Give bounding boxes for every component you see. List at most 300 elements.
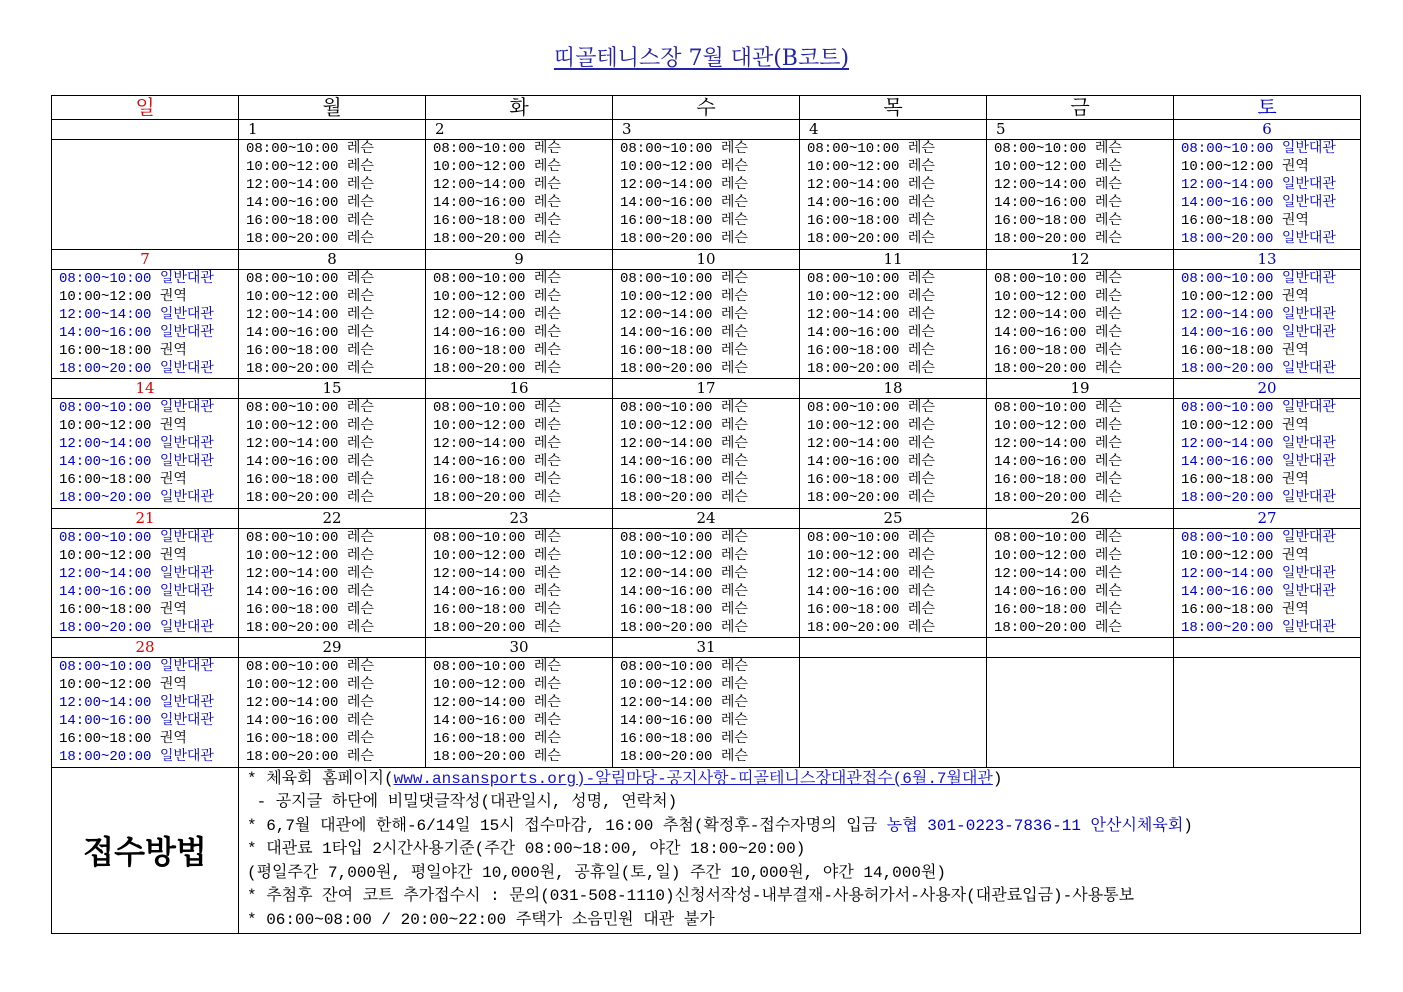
slot-time: 10:00~12:00 (433, 159, 526, 175)
schedule-slot (620, 140, 799, 158)
schedule-slot (994, 565, 1173, 583)
schedule-slot (807, 601, 986, 619)
schedule-slot (246, 342, 425, 360)
slot-activity: 레슨 (907, 583, 935, 600)
slot-activity: 레슨 (346, 565, 374, 582)
slot-time: 14:00~16:00 (433, 454, 526, 471)
slot-time: 08:00~10:00 (994, 400, 1087, 417)
slot-time: 12:00~14:00 (620, 565, 713, 582)
slot-activity: 레슨 (720, 565, 748, 582)
schedule-slot (994, 194, 1173, 212)
slot-activity: 레슨 (720, 159, 748, 175)
schedule-slot (1181, 194, 1360, 212)
info-text: * 추첨후 잔여 코트 추가접수시 : 문의(031-508-1110)신청서작성-내부결재-사용허가서-사용자(대관료입금)-사용통보 (247, 887, 1135, 906)
date-cell: 25 (800, 509, 987, 529)
slot-time: 10:00~12:00 (246, 547, 339, 564)
slot-activity: 레슨 (533, 288, 561, 305)
slot-activity: 레슨 (346, 529, 374, 546)
slot-time: 08:00~10:00 (994, 529, 1087, 546)
slot-activity: 레슨 (346, 306, 374, 323)
slot-time: 10:00~12:00 (1181, 159, 1274, 175)
slot-activity: 레슨 (720, 547, 748, 564)
slot-time: 08:00~10:00 (433, 141, 526, 157)
slot-activity: 레슨 (1094, 342, 1122, 359)
schedule-cell (800, 399, 987, 509)
slot-activity: 레슨 (346, 601, 374, 618)
slot-activity: 레슨 (907, 177, 935, 193)
schedule-slot (59, 676, 238, 694)
schedule-slot (246, 453, 425, 471)
schedule-cell (52, 399, 239, 509)
slot-time: 14:00~16:00 (994, 195, 1087, 211)
empty-schedule-cell (52, 140, 239, 250)
slot-activity: 레슨 (907, 418, 935, 435)
slot-time: 18:00~20:00 (433, 490, 526, 507)
slot-activity: 레슨 (346, 490, 374, 507)
slot-time: 12:00~14:00 (994, 436, 1087, 453)
schedule-slot (246, 694, 425, 712)
schedule-slot (620, 529, 799, 547)
slot-time: 18:00~20:00 (433, 619, 526, 636)
schedule-slot (807, 565, 986, 583)
schedule-slot (807, 471, 986, 489)
empty-schedule-cell (1174, 658, 1361, 768)
slot-time: 14:00~16:00 (246, 454, 339, 471)
slot-time: 10:00~12:00 (994, 547, 1087, 564)
schedule-slot (620, 694, 799, 712)
empty-date-cell (1174, 638, 1361, 658)
slot-time: 12:00~14:00 (807, 436, 900, 453)
schedule-slot (1181, 230, 1360, 248)
slot-time: 14:00~16:00 (994, 454, 1087, 471)
slot-time: 16:00~18:00 (246, 342, 339, 359)
slot-time: 14:00~16:00 (807, 324, 900, 341)
schedule-slot (59, 712, 238, 730)
schedule-slot (246, 212, 425, 230)
schedule-slot (1181, 529, 1360, 547)
slot-time: 16:00~18:00 (807, 601, 900, 618)
schedule-slot (59, 270, 238, 288)
slot-time: 18:00~20:00 (246, 231, 339, 247)
schedule-cell (800, 140, 987, 250)
slot-time: 08:00~10:00 (620, 659, 713, 676)
schedule-cell (987, 399, 1174, 509)
schedule-slot (246, 158, 425, 176)
schedule-slot (620, 360, 799, 378)
slot-activity: 일반대관 (1281, 400, 1336, 417)
schedule-slot (1181, 176, 1360, 194)
schedule-slot (433, 176, 612, 194)
slot-time: 08:00~10:00 (246, 270, 339, 287)
schedule-cell (800, 270, 987, 380)
slot-activity: 레슨 (1094, 213, 1122, 229)
schedule-slot (59, 342, 238, 360)
slot-time: 08:00~10:00 (807, 529, 900, 546)
info-text: - 공지글 하단에 비밀댓글작성(대관일시, 성명, 연락처) (247, 793, 678, 812)
schedule-slot (994, 270, 1173, 288)
slot-activity: 권역 (1281, 288, 1309, 305)
homepage-link[interactable]: www.ansansports.org)-알림마당-공지사항-띠골테니스장대관접수(6월.7월대관 (393, 769, 993, 788)
slot-activity: 레슨 (533, 472, 561, 489)
slot-time: 16:00~18:00 (807, 472, 900, 489)
schedule-slot (994, 547, 1173, 565)
schedule-slot (807, 212, 986, 230)
slot-activity: 일반대관 (159, 619, 214, 636)
schedule-cell (52, 529, 239, 639)
slot-time: 16:00~18:00 (246, 472, 339, 489)
schedule-slot (807, 270, 986, 288)
date-cell: 6 (1174, 120, 1361, 140)
schedule-slot (620, 342, 799, 360)
slot-time: 18:00~20:00 (620, 749, 713, 766)
slot-time: 12:00~14:00 (620, 695, 713, 712)
slot-activity: 레슨 (346, 583, 374, 600)
slot-activity: 레슨 (346, 141, 374, 157)
day-header-wednesday: 수 (613, 96, 800, 120)
slot-activity: 권역 (159, 677, 187, 694)
schedule-slot (1181, 212, 1360, 230)
slot-time: 18:00~20:00 (433, 749, 526, 766)
date-cell: 21 (52, 509, 239, 529)
slot-time: 10:00~12:00 (994, 418, 1087, 435)
slot-activity: 레슨 (533, 659, 561, 676)
slot-time: 14:00~16:00 (433, 713, 526, 730)
date-cell: 17 (613, 379, 800, 399)
slot-activity: 레슨 (533, 360, 561, 377)
schedule-slot (1181, 417, 1360, 435)
slot-time: 12:00~14:00 (246, 436, 339, 453)
slot-time: 08:00~10:00 (433, 270, 526, 287)
slot-time: 18:00~20:00 (620, 231, 713, 247)
slot-time: 08:00~10:00 (246, 400, 339, 417)
slot-activity: 레슨 (533, 270, 561, 287)
slot-activity: 일반대관 (1281, 306, 1336, 323)
slot-time: 10:00~12:00 (433, 418, 526, 435)
info-line (247, 791, 1360, 815)
slot-time: 12:00~14:00 (807, 565, 900, 582)
schedule-slot (807, 324, 986, 342)
schedule-slot (620, 565, 799, 583)
slot-time: 16:00~18:00 (620, 342, 713, 359)
slot-activity: 레슨 (533, 306, 561, 323)
schedule-slot (433, 417, 612, 435)
slot-time: 10:00~12:00 (807, 159, 900, 175)
slot-activity: 권역 (159, 731, 187, 748)
slot-activity: 레슨 (346, 324, 374, 341)
slot-activity: 레슨 (1094, 231, 1122, 247)
slot-activity: 레슨 (720, 713, 748, 730)
slot-activity: 권역 (159, 601, 187, 618)
slot-activity: 일반대관 (159, 583, 214, 600)
slot-activity: 권역 (1281, 547, 1309, 564)
schedule-slot (1181, 471, 1360, 489)
schedule-slot (807, 158, 986, 176)
slot-time: 14:00~16:00 (246, 324, 339, 341)
slot-time: 10:00~12:00 (994, 159, 1087, 175)
schedule-slot (620, 583, 799, 601)
slot-time: 08:00~10:00 (246, 659, 339, 676)
schedule-slot (807, 453, 986, 471)
slot-activity: 레슨 (533, 213, 561, 229)
schedule-slot (246, 176, 425, 194)
slot-time: 10:00~12:00 (1181, 547, 1274, 564)
schedule-slot (433, 676, 612, 694)
schedule-slot (994, 360, 1173, 378)
schedule-cell (613, 140, 800, 250)
schedule-slot (1181, 140, 1360, 158)
schedule-slot (433, 619, 612, 637)
slot-time: 10:00~12:00 (807, 288, 900, 305)
schedule-slot (1181, 342, 1360, 360)
slot-activity: 레슨 (907, 288, 935, 305)
slot-time: 08:00~10:00 (59, 270, 152, 287)
schedule-slot (246, 547, 425, 565)
slot-time: 12:00~14:00 (994, 565, 1087, 582)
slot-time: 10:00~12:00 (620, 677, 713, 694)
date-cell: 28 (52, 638, 239, 658)
slot-activity: 일반대관 (159, 749, 214, 766)
schedule-slot (807, 306, 986, 324)
slot-time: 08:00~10:00 (433, 659, 526, 676)
slot-time: 12:00~14:00 (1181, 565, 1274, 582)
slot-activity: 레슨 (346, 436, 374, 453)
schedule-slot (246, 601, 425, 619)
slot-time: 10:00~12:00 (620, 159, 713, 175)
slot-activity: 레슨 (1094, 454, 1122, 471)
date-cell: 19 (987, 379, 1174, 399)
schedule-slot (620, 288, 799, 306)
schedule-slot (433, 399, 612, 417)
slot-time: 12:00~14:00 (433, 177, 526, 193)
slot-activity: 일반대관 (1281, 454, 1336, 471)
slot-activity: 레슨 (1094, 360, 1122, 377)
schedule-cell (239, 140, 426, 250)
schedule-slot (246, 417, 425, 435)
schedule-slot (620, 619, 799, 637)
slot-time: 12:00~14:00 (59, 436, 152, 453)
slot-time: 10:00~12:00 (59, 677, 152, 694)
slot-activity: 레슨 (533, 583, 561, 600)
slot-time: 12:00~14:00 (807, 306, 900, 323)
schedule-slot (59, 748, 238, 766)
schedule-cell (613, 529, 800, 639)
slot-activity: 일반대관 (1281, 270, 1336, 287)
schedule-slot (59, 360, 238, 378)
slot-activity: 일반대관 (159, 490, 214, 507)
slot-activity: 레슨 (907, 565, 935, 582)
schedule-cell (239, 529, 426, 639)
schedule-cell (1174, 270, 1361, 380)
slot-activity: 레슨 (1094, 547, 1122, 564)
slot-time: 12:00~14:00 (246, 695, 339, 712)
slot-activity: 레슨 (533, 547, 561, 564)
schedule-cell (426, 270, 613, 380)
schedule-cell (239, 658, 426, 768)
schedule-slot (620, 471, 799, 489)
date-cell: 24 (613, 509, 800, 529)
slot-activity: 레슨 (346, 713, 374, 730)
slot-time: 12:00~14:00 (1181, 436, 1274, 453)
slot-time: 08:00~10:00 (620, 400, 713, 417)
slot-activity: 일반대관 (1281, 324, 1336, 341)
schedule-slot (620, 306, 799, 324)
slot-time: 12:00~14:00 (433, 306, 526, 323)
date-cell: 15 (239, 379, 426, 399)
schedule-slot (246, 712, 425, 730)
slot-time: 10:00~12:00 (246, 677, 339, 694)
schedule-slot (246, 140, 425, 158)
schedule-slot (620, 194, 799, 212)
slot-activity: 레슨 (907, 454, 935, 471)
slot-activity: 권역 (159, 547, 187, 564)
slot-time: 14:00~16:00 (1181, 324, 1274, 341)
slot-activity: 레슨 (533, 619, 561, 636)
schedule-slot (59, 453, 238, 471)
schedule-slot (246, 435, 425, 453)
slot-time: 12:00~14:00 (246, 565, 339, 582)
slot-activity: 레슨 (346, 659, 374, 676)
slot-activity: 권역 (1281, 159, 1309, 175)
slot-activity: 레슨 (720, 454, 748, 471)
slot-activity: 일반대관 (1281, 490, 1336, 507)
schedule-slot (1181, 158, 1360, 176)
slot-time: 14:00~16:00 (246, 195, 339, 211)
slot-time: 16:00~18:00 (59, 342, 152, 359)
slot-time: 14:00~16:00 (620, 454, 713, 471)
slot-time: 08:00~10:00 (1181, 529, 1274, 546)
schedule-slot (433, 489, 612, 507)
slot-time: 18:00~20:00 (994, 231, 1087, 247)
schedule-slot (433, 342, 612, 360)
schedule-slot (807, 399, 986, 417)
schedule-slot (994, 489, 1173, 507)
date-cell: 3 (613, 120, 800, 140)
slot-time: 10:00~12:00 (620, 547, 713, 564)
schedule-slot (433, 712, 612, 730)
slot-activity: 레슨 (533, 749, 561, 766)
empty-schedule-cell (800, 658, 987, 768)
slot-time: 14:00~16:00 (620, 583, 713, 600)
slot-time: 16:00~18:00 (1181, 342, 1274, 359)
date-cell: 16 (426, 379, 613, 399)
schedule-slot (1181, 601, 1360, 619)
slot-activity: 레슨 (346, 619, 374, 636)
slot-activity: 레슨 (346, 418, 374, 435)
schedule-slot (620, 324, 799, 342)
date-cell: 7 (52, 250, 239, 270)
schedule-cell (613, 270, 800, 380)
slot-time: 08:00~10:00 (59, 659, 152, 676)
slot-activity: 레슨 (720, 677, 748, 694)
slot-activity: 레슨 (720, 400, 748, 417)
slot-activity: 일반대관 (1281, 583, 1336, 600)
slot-activity: 권역 (1281, 418, 1309, 435)
day-header-saturday: 토 (1174, 96, 1361, 120)
schedule-slot (994, 399, 1173, 417)
slot-time: 14:00~16:00 (59, 583, 152, 600)
slot-activity: 일반대관 (159, 306, 214, 323)
slot-activity: 레슨 (720, 141, 748, 157)
schedule-slot (620, 658, 799, 676)
schedule-slot (433, 230, 612, 248)
schedule-slot (59, 288, 238, 306)
schedule-slot (1181, 547, 1360, 565)
schedule-slot (807, 619, 986, 637)
schedule-slot (433, 565, 612, 583)
info-line (247, 862, 1360, 886)
slot-activity: 레슨 (720, 490, 748, 507)
slot-activity: 일반대관 (159, 400, 214, 417)
slot-time: 16:00~18:00 (246, 731, 339, 748)
schedule-slot (246, 583, 425, 601)
schedule-slot (807, 529, 986, 547)
info-line (247, 815, 1360, 839)
schedule-slot (433, 306, 612, 324)
slot-time: 12:00~14:00 (1181, 177, 1274, 193)
schedule-slot (433, 658, 612, 676)
slot-time: 14:00~16:00 (59, 454, 152, 471)
slot-activity: 레슨 (533, 141, 561, 157)
info-text: * 06:00~08:00 / 20:00~22:00 주택가 소음민원 대관 불가 (247, 910, 715, 929)
date-cell: 29 (239, 638, 426, 658)
date-cell: 10 (613, 250, 800, 270)
info-line (247, 768, 1360, 792)
schedule-slot (807, 288, 986, 306)
slot-time: 16:00~18:00 (433, 213, 526, 229)
slot-activity: 일반대관 (1281, 565, 1336, 582)
schedule-slot (246, 360, 425, 378)
bank-account-text: 농협 301-0223-7836-11 안산시체육회 (886, 816, 1184, 835)
day-header-friday: 금 (987, 96, 1174, 120)
slot-activity: 권역 (1281, 213, 1309, 229)
slot-activity: 일반대관 (159, 713, 214, 730)
schedule-cell (426, 529, 613, 639)
slot-time: 08:00~10:00 (246, 141, 339, 157)
slot-time: 10:00~12:00 (59, 418, 152, 435)
slot-time: 14:00~16:00 (433, 583, 526, 600)
date-cell: 20 (1174, 379, 1361, 399)
schedule-cell (52, 270, 239, 380)
slot-activity: 레슨 (907, 306, 935, 323)
slot-time: 16:00~18:00 (994, 213, 1087, 229)
slot-activity: 레슨 (533, 601, 561, 618)
slot-time: 08:00~10:00 (620, 270, 713, 287)
schedule-slot (59, 583, 238, 601)
slot-time: 12:00~14:00 (59, 306, 152, 323)
schedule-slot (807, 194, 986, 212)
date-cell: 5 (987, 120, 1174, 140)
slot-time: 10:00~12:00 (807, 418, 900, 435)
slot-time: 12:00~14:00 (620, 177, 713, 193)
slot-activity: 레슨 (533, 436, 561, 453)
slot-time: 18:00~20:00 (246, 749, 339, 766)
schedule-slot (620, 489, 799, 507)
date-cell: 11 (800, 250, 987, 270)
schedule-slot (620, 712, 799, 730)
slot-time: 08:00~10:00 (246, 529, 339, 546)
slot-time: 12:00~14:00 (59, 695, 152, 712)
slot-activity: 레슨 (720, 360, 748, 377)
slot-time: 08:00~10:00 (807, 400, 900, 417)
day-header-thursday: 목 (800, 96, 987, 120)
schedule-slot (246, 306, 425, 324)
schedule-slot (433, 158, 612, 176)
slot-time: 14:00~16:00 (59, 324, 152, 341)
slot-activity: 레슨 (907, 213, 935, 229)
schedule-slot (433, 748, 612, 766)
slot-time: 10:00~12:00 (433, 288, 526, 305)
slot-activity: 레슨 (720, 288, 748, 305)
